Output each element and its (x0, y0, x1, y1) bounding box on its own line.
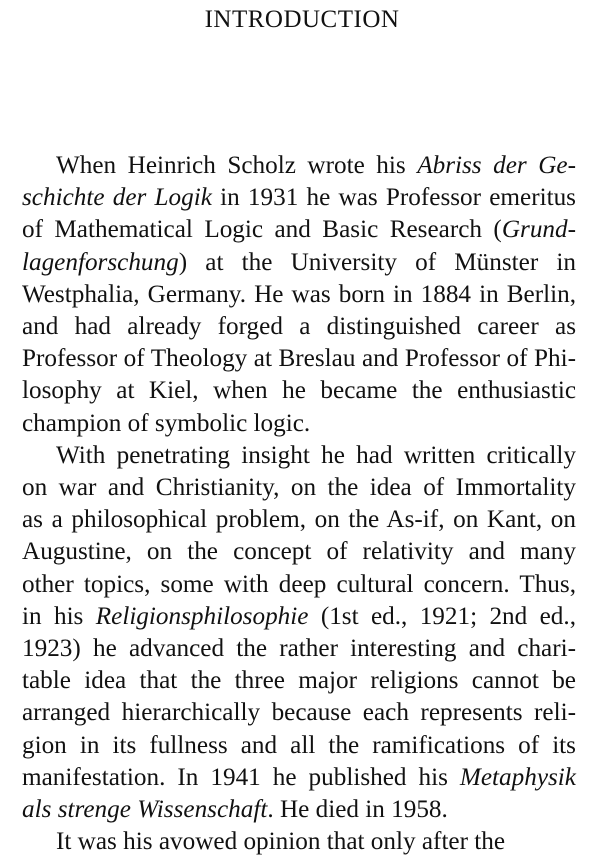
text-line (22, 697, 576, 729)
italic-text-run: schichte der Logik (22, 184, 212, 212)
italic-text-run: Metaphysik (459, 763, 576, 791)
text-run: gion in its fullness and all the ramifications of its (22, 731, 576, 759)
text-run: in his (22, 602, 96, 630)
text-line (56, 440, 576, 472)
text-run: When Heinrich Scholz wrote his (56, 152, 418, 179)
text-run: Augustine, on the concept of relativity and many (22, 538, 576, 566)
page-heading: INTRODUCTION (204, 6, 400, 33)
text-line (22, 472, 576, 504)
text-run: losophy at Kiel, when he became the enthusiastic (22, 377, 576, 405)
text-line (22, 214, 576, 246)
text-run: Westphalia, Germany. He was born in 1884 in Berlin, (22, 280, 576, 308)
text-run: champion of symbolic logic. (22, 409, 311, 437)
text-line (22, 762, 576, 794)
text-line (22, 633, 576, 665)
text-run: It was his avowed opinion that only after the (56, 828, 506, 856)
text-run: arranged hierarchically because each represents reli- (22, 699, 576, 727)
text-line (22, 279, 576, 311)
text-line (22, 375, 576, 407)
text-line (22, 536, 576, 568)
text-run: and had already forged a distinguished career as (22, 313, 576, 340)
text-run: With penetrating insight he had written critically (56, 441, 576, 469)
text-run: ) at the University of Münster in (178, 248, 576, 276)
text-line (22, 504, 576, 536)
text-line (22, 247, 576, 279)
text-line (22, 730, 576, 762)
text-line (22, 794, 576, 826)
text-run: in 1931 he was Professor emeritus (211, 184, 576, 212)
text-run: manifestation. In 1941 he published his (22, 763, 460, 791)
text-line (22, 343, 576, 375)
italic-text-run: Religionsphilosophie (95, 602, 309, 630)
text-run: (1st ed., 1921; 2nd ed., (308, 602, 576, 630)
text-line (22, 569, 576, 601)
text-run: . He died in 1958. (267, 796, 448, 823)
italic-text-run: als strenge Wissenschaft (22, 796, 268, 823)
text-line (22, 665, 576, 697)
text-line (56, 826, 505, 858)
text-run: 1923) he advanced the rather interesting and chari- (22, 635, 576, 662)
italic-text-run: Grund- (501, 216, 576, 244)
text-run: as a philosophical problem, on the As-if, on Kant, on (22, 506, 576, 534)
text-run: table idea that the three major religions cannot be (22, 667, 576, 695)
text-run: other topics, some with deep cultural concern. Thus, (22, 570, 576, 598)
text-run: on war and Christianity, on the idea of Immortality (22, 474, 576, 501)
italic-text-run: Abriss der Ge- (417, 152, 576, 179)
text-line (22, 182, 576, 214)
text-run: Professor of Theology at Breslau and Professor of Phi- (22, 345, 576, 373)
text-line (56, 150, 576, 182)
text-line (22, 408, 576, 440)
italic-text-run: lagenforschung (22, 248, 179, 276)
text-line (22, 601, 576, 633)
text-run: of Mathematical Logic and Basic Research ( (22, 216, 502, 244)
text-line (22, 311, 576, 343)
